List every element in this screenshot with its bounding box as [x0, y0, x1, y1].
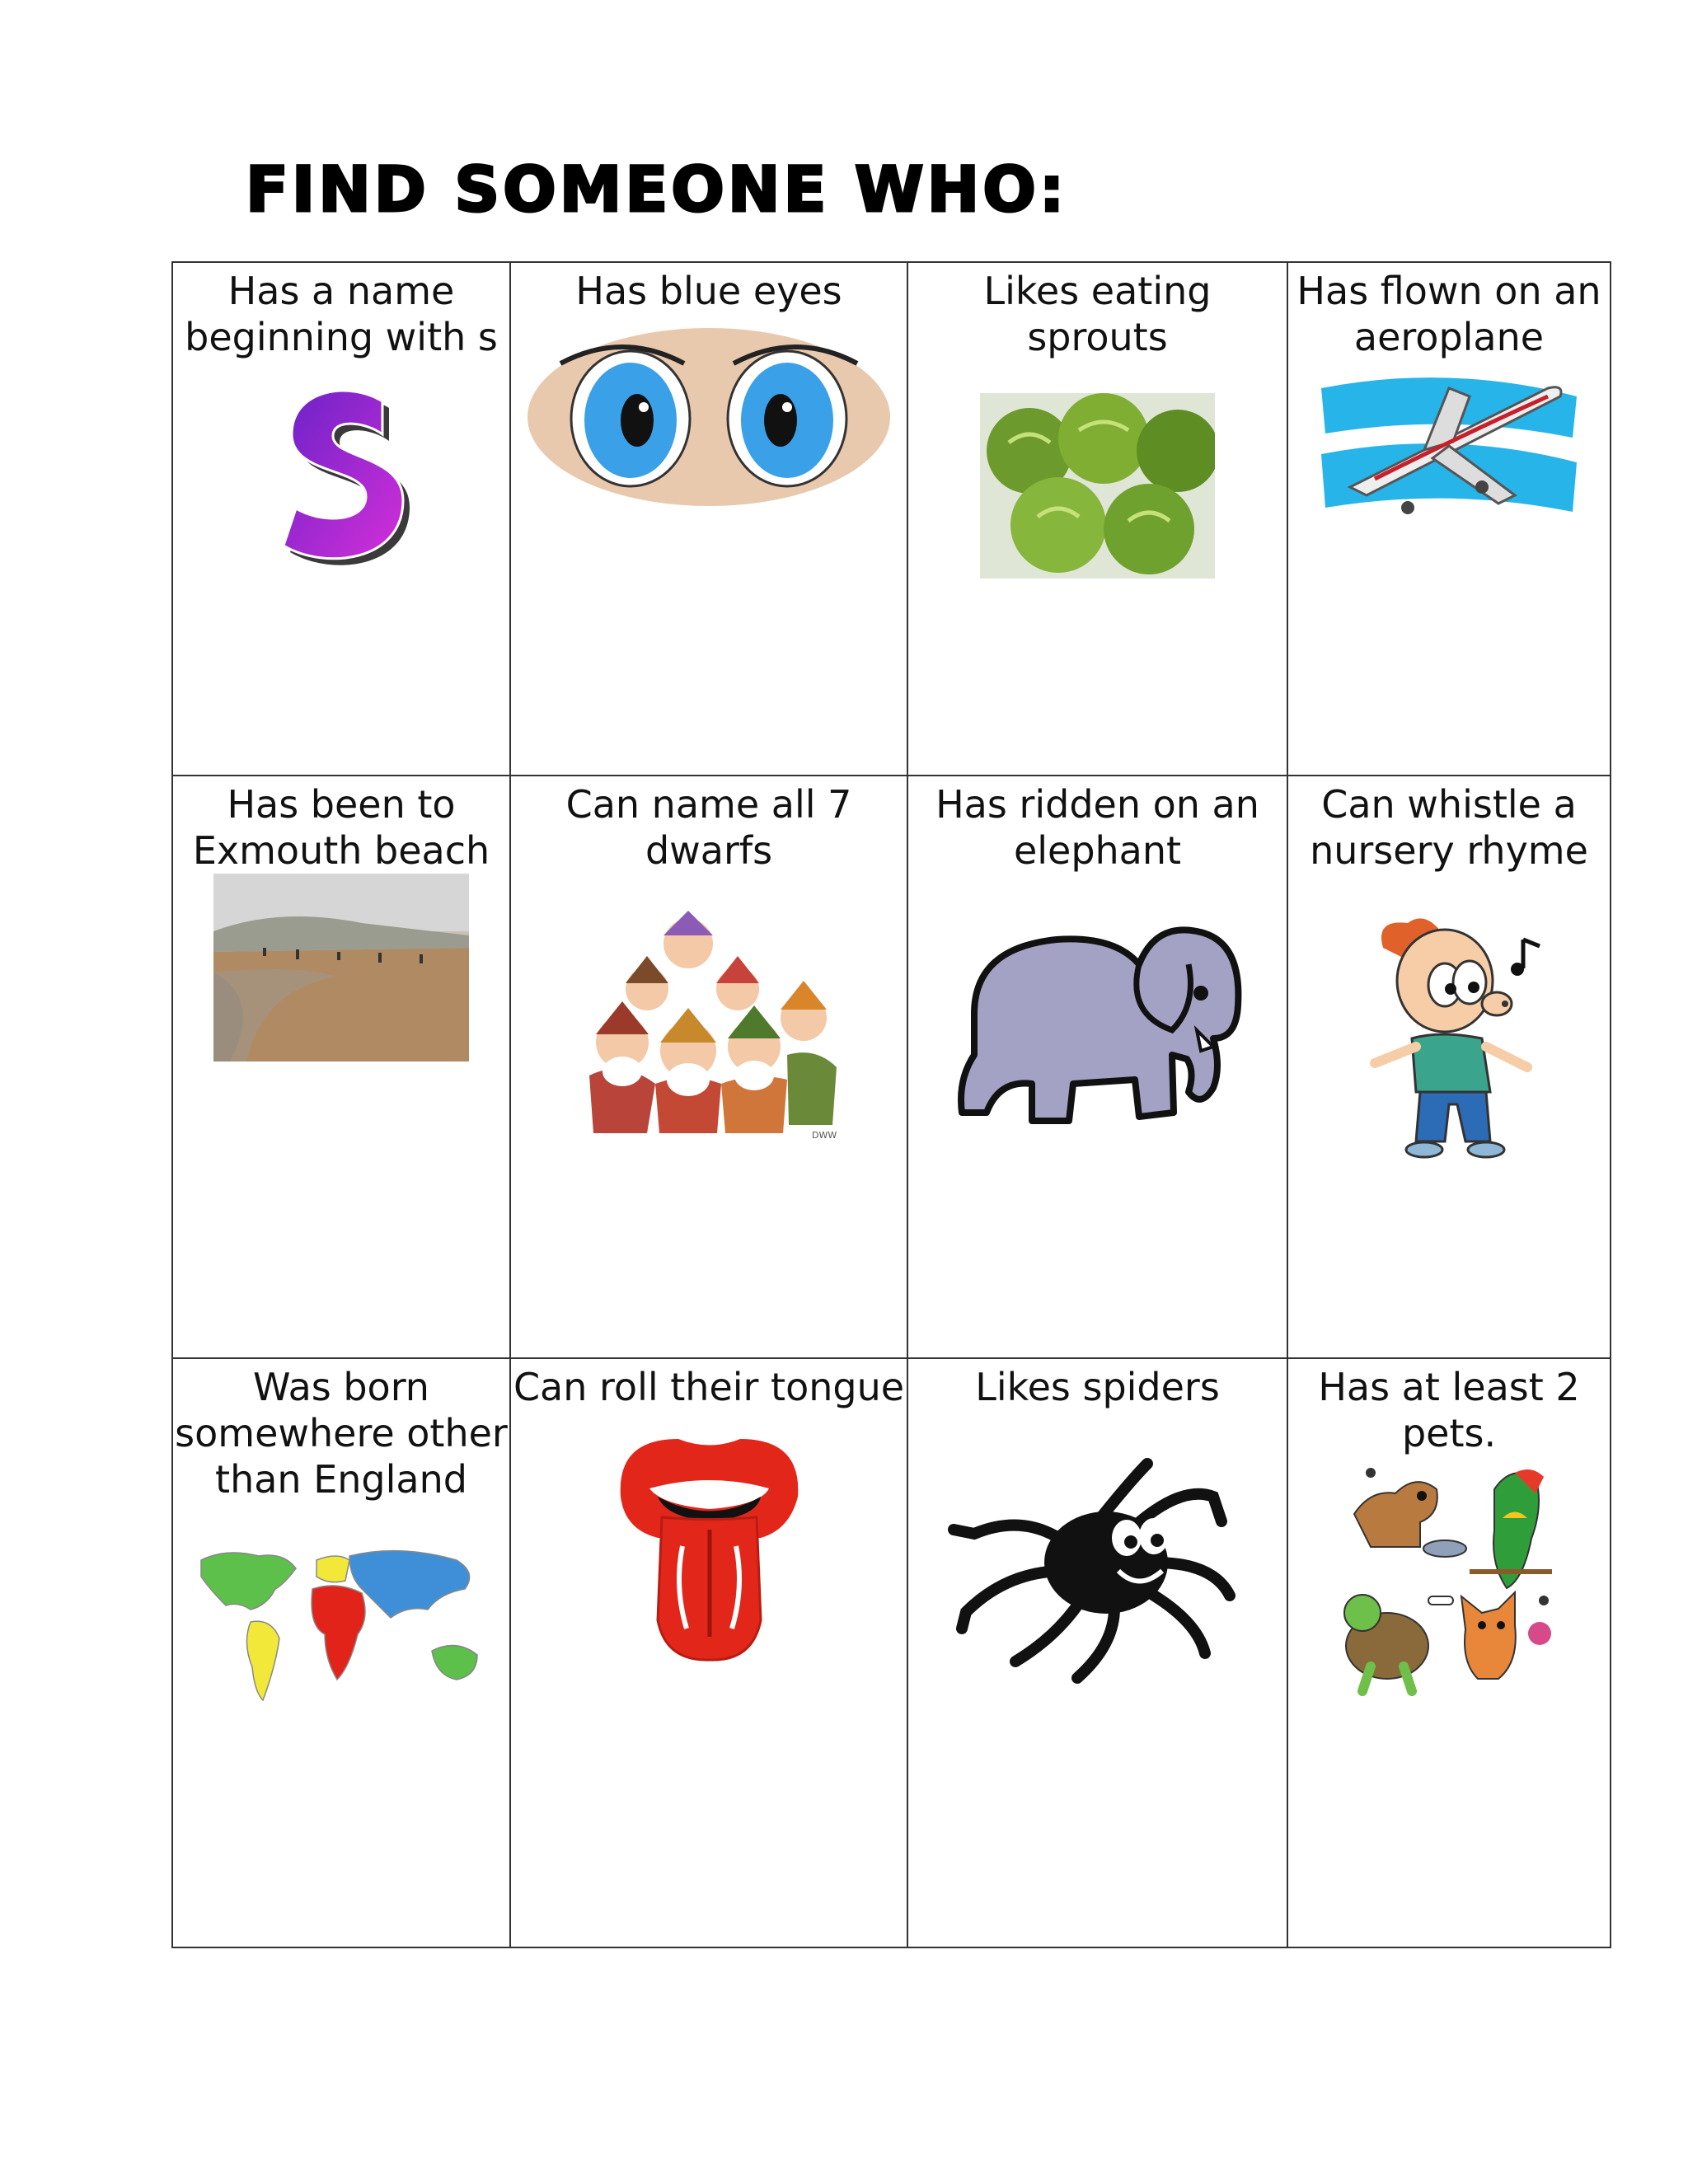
- cell-label: Was born somewhere other than England: [175, 1365, 508, 1502]
- dwarfs-signature: DWW: [812, 1130, 837, 1141]
- whistling-boy-icon: [1350, 915, 1548, 1162]
- cell-label: Has been to Exmouth beach: [192, 782, 490, 873]
- cell-label: Has at least 2 pets.: [1318, 1365, 1580, 1455]
- grid-cell: [510, 1358, 907, 1947]
- dwarfs-icon: [573, 911, 845, 1141]
- world-map-icon: [193, 1544, 490, 1708]
- cell-label: Has a name beginning with s: [185, 269, 498, 359]
- cell-label: Can name all 7 dwarfs: [565, 782, 852, 873]
- grid-cell: [510, 262, 907, 776]
- tongue-icon: [612, 1422, 806, 1661]
- grid-cell: [1287, 1358, 1611, 1947]
- pets-icon: [1338, 1456, 1560, 1704]
- beach-photo-icon: [213, 874, 469, 1062]
- cell-label: Likes spiders: [975, 1365, 1220, 1409]
- grid-cell: [1287, 776, 1611, 1358]
- cell-label: Can roll their tongue: [513, 1365, 905, 1409]
- sprouts-icon: [980, 393, 1215, 579]
- cell-label: Likes eating sprouts: [983, 269, 1212, 359]
- grid-cell: [907, 776, 1287, 1358]
- blue-eyes-icon: [523, 318, 894, 508]
- aeroplane-icon: [1317, 363, 1581, 532]
- spider-icon: [941, 1447, 1254, 1686]
- grid-cell: [907, 1358, 1287, 1947]
- bingo-grid: [171, 261, 1611, 1948]
- cell-label: Has flown on an aeroplane: [1296, 269, 1601, 359]
- grid-cell: [510, 776, 907, 1358]
- page-title: FIND SOMEONE WHO:: [246, 152, 1068, 226]
- letter-s-icon: [259, 377, 424, 574]
- grid-cell: [907, 262, 1287, 776]
- grid-cell: [1287, 262, 1611, 776]
- cell-label: Can whistle a nursery rhyme: [1310, 782, 1588, 873]
- grid-cell: [172, 262, 510, 776]
- grid-cell: [172, 776, 510, 1358]
- grid-cell: [172, 1358, 510, 1947]
- cell-label: Has blue eyes: [575, 269, 842, 313]
- cell-label: Has ridden on an elephant: [935, 782, 1259, 873]
- elephant-icon: [950, 915, 1246, 1133]
